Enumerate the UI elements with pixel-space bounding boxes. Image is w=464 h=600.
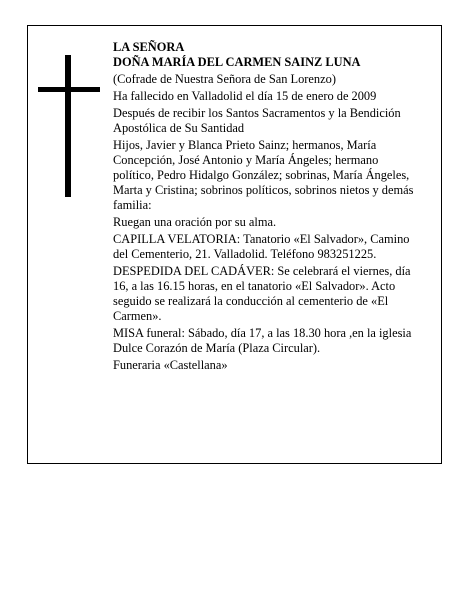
mass-info: MISA funeral: Sábado, día 17, a las 18.30 hora ,en la iglesia Dulce Corazón de María (Plaza Circular). (113, 326, 412, 355)
chapel-info: CAPILLA VELATORIA: Tanatorio «El Salvador», Camino del Cementerio, 21. Valladolid. Teléfono 983251225. (113, 232, 410, 261)
farewell-info: DESPEDIDA DEL CADÁVER: Se celebrará el viernes, día 16, a las 16.15 horas, en el tanatorio «El Salvador». Acto seguido se realizará la conducción al cementerio de «El Carmen». (113, 264, 411, 323)
family-list: Hijos, Javier y Blanca Prieto Sainz; hermanos, María Concepción, José Antonio y María Ángeles; hermano político, Pedro Hidalgo González; sobrinas, María Ángeles, Marta y Cristina; sobrinos políticos, sobrinos nietos y demás familia: (113, 138, 414, 212)
cross-vertical-bar (65, 55, 71, 197)
affiliation: (Cofrade de Nuestra Señora de San Lorenzo) (113, 72, 336, 86)
notice-title: LA SEÑORA (113, 40, 185, 54)
death-announcement: Ha fallecido en Valladolid el día 15 de enero de 2009 (113, 89, 377, 103)
prayer-request: Ruegan una oración por su alma. (113, 215, 277, 229)
funeral-home: Funeraria «Castellana» (113, 358, 228, 372)
sacraments-note: Después de recibir los Santos Sacramentos y la Bendición Apostólica de Su Santidad (113, 106, 401, 135)
deceased-name: DOÑA MARÍA DEL CARMEN SAINZ LUNA (113, 55, 361, 69)
cross-horizontal-bar (38, 87, 100, 92)
cross-icon (38, 55, 100, 197)
notice-body (113, 40, 415, 373)
